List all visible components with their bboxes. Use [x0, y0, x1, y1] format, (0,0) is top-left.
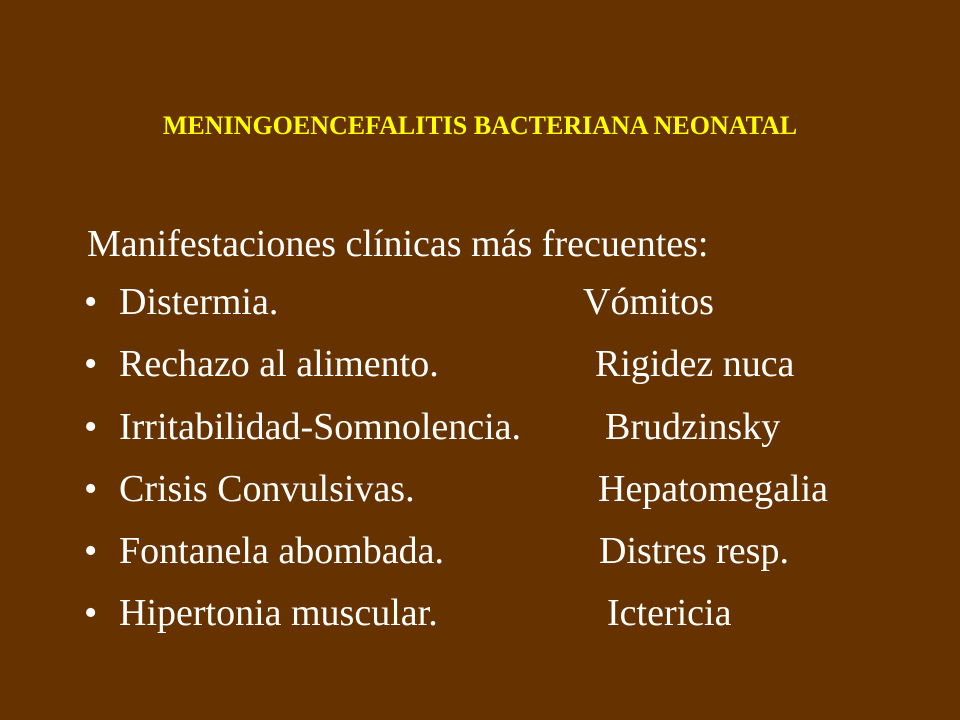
bullet-icon: •	[84, 468, 98, 510]
slide-subtitle: Manifestaciones clínicas más frecuentes:	[87, 223, 709, 265]
list-item	[0, 403, 960, 451]
symptom-left: Distermia.	[119, 281, 279, 323]
symptom-right: Brudzinsky	[605, 406, 781, 448]
symptom-left: Rechazo al alimento.	[119, 343, 439, 385]
bullet-icon: •	[84, 530, 98, 572]
list-item	[0, 278, 960, 326]
list-item	[0, 465, 960, 513]
symptom-left: Irritabilidad-Somnolencia.	[119, 406, 522, 448]
symptom-right: Vómitos	[583, 281, 714, 323]
list-item	[0, 340, 960, 388]
symptom-left: Hipertonia muscular.	[119, 592, 438, 634]
symptom-right: Hepatomegalia	[598, 468, 829, 510]
symptom-right: Rigidez nuca	[595, 343, 795, 385]
symptom-left: Fontanela abombada.	[119, 530, 445, 572]
list-item	[0, 589, 960, 637]
bullet-icon: •	[84, 343, 98, 385]
slide-title: MENINGOENCEFALITIS BACTERIANA NEONATAL	[162, 111, 798, 140]
symptom-right: Distres resp.	[599, 530, 789, 572]
bullet-icon: •	[84, 281, 98, 323]
symptom-right: Ictericia	[607, 592, 732, 634]
symptom-left: Crisis Convulsivas.	[119, 468, 415, 510]
bullet-icon: •	[84, 592, 98, 634]
list-item	[0, 527, 960, 575]
bullet-icon: •	[84, 406, 98, 448]
